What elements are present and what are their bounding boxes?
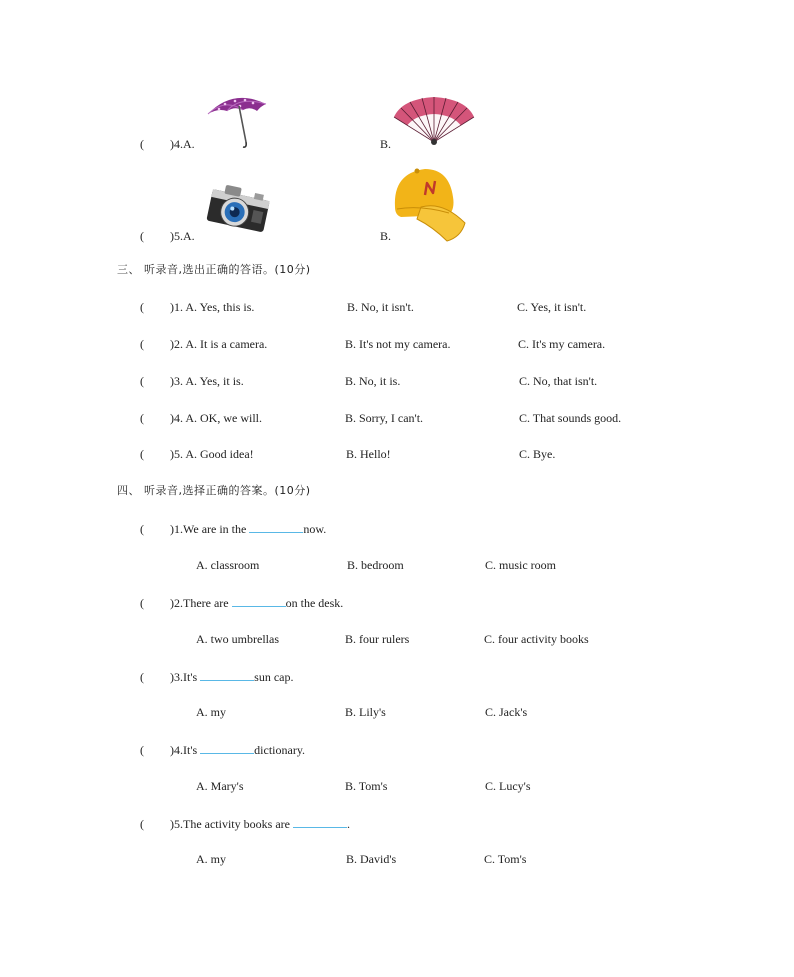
option-a: A. classroom <box>196 558 260 572</box>
option-b-label: B. <box>380 137 392 151</box>
option-a: A. two umbrellas <box>196 632 279 646</box>
option-b-label: B. <box>380 229 392 243</box>
answer-bracket[interactable]: ( ) <box>140 337 174 351</box>
answer-bracket[interactable]: ( ) <box>140 522 174 536</box>
question-stem-start: It's <box>183 743 201 757</box>
question-number: 3. <box>174 670 183 684</box>
answer-bracket[interactable]: ( ) <box>140 447 174 461</box>
answer-blank[interactable] <box>232 595 286 607</box>
option-c: C. Tom's <box>484 852 527 866</box>
question-number: 5. <box>174 817 183 831</box>
question-number: 4. <box>174 743 183 757</box>
question-stem-start: It's <box>183 670 201 684</box>
question-stem-start: We are in the <box>183 522 250 536</box>
answer-bracket[interactable]: ( ) <box>140 596 174 610</box>
option-c: C. Bye. <box>519 447 556 461</box>
question-stem-end: on the desk. <box>285 596 344 610</box>
option-b: B. bedroom <box>347 558 404 572</box>
option-b: B. It's not my camera. <box>345 337 451 351</box>
option-b: B. Lily's <box>345 705 386 719</box>
answer-bracket[interactable]: ( ) <box>140 743 174 757</box>
umbrella-icon[interactable] <box>205 92 269 150</box>
answer-bracket-close: ) <box>170 137 174 151</box>
option-a: A. Yes, this is. <box>185 300 255 314</box>
answer-blank[interactable] <box>293 816 347 828</box>
answer-bracket[interactable]: ( ) <box>140 670 174 684</box>
option-c: C. four activity books <box>484 632 589 646</box>
picture-question-5 <box>140 229 195 243</box>
option-c: C. Jack's <box>485 705 528 719</box>
question-stem-end: . <box>346 817 350 831</box>
option-c: C. It's my camera. <box>518 337 606 351</box>
question-number: 4. <box>174 137 183 151</box>
picture-question-4 <box>140 137 195 151</box>
question-number: 5. <box>174 447 183 461</box>
answer-bracket-close: ) <box>170 229 174 243</box>
answer-blank[interactable] <box>249 521 303 533</box>
answer-bracket[interactable]: ( ) <box>140 411 174 425</box>
option-a: A. Yes, it is. <box>185 374 244 388</box>
question-number: 1. <box>174 300 183 314</box>
option-a-label: A. <box>183 229 195 243</box>
question-stem-start: The activity books are <box>183 817 293 831</box>
camera-icon[interactable] <box>205 181 273 241</box>
question-number: 5. <box>174 229 183 243</box>
answer-bracket-open[interactable]: ( <box>140 229 144 243</box>
option-b: B. Sorry, I can't. <box>345 411 424 425</box>
option-c: C. No, that isn't. <box>519 374 598 388</box>
question-stem-end: sun cap. <box>254 670 294 684</box>
question-stem-start: There are <box>183 596 232 610</box>
option-b: B. David's <box>346 852 397 866</box>
option-b: B. Hello! <box>346 447 391 461</box>
option-a: A. my <box>196 705 226 719</box>
answer-bracket[interactable]: ( ) <box>140 817 174 831</box>
option-a: A. Mary's <box>196 779 244 793</box>
option-a: A. OK, we will. <box>185 411 263 425</box>
option-a: A. Good idea! <box>185 447 254 461</box>
answer-bracket[interactable]: ( ) <box>140 374 174 388</box>
option-b: B. Tom's <box>345 779 388 793</box>
answer-blank[interactable] <box>200 669 254 681</box>
question-number: 1. <box>174 522 183 536</box>
answer-blank[interactable] <box>200 742 254 754</box>
question-stem-end: now. <box>303 522 327 536</box>
answer-bracket-open[interactable]: ( <box>140 137 144 151</box>
section-3-heading: 三、 听录音,选出正确的答语。(10分) <box>117 263 311 276</box>
question-number: 2. <box>174 596 183 610</box>
option-a-label: A. <box>183 137 195 151</box>
option-b: B. No, it is. <box>345 374 401 388</box>
option-a: A. my <box>196 852 226 866</box>
option-c: C. music room <box>485 558 556 572</box>
option-c: C. Lucy's <box>485 779 531 793</box>
option-c: C. That sounds good. <box>519 411 622 425</box>
option-c: C. Yes, it isn't. <box>517 300 587 314</box>
folding-fan-icon[interactable] <box>392 97 476 147</box>
question-number: 3. <box>174 374 183 388</box>
answer-bracket[interactable]: ( ) <box>140 300 174 314</box>
option-a: A. It is a camera. <box>185 337 268 351</box>
section-4-heading: 四、 听录音,选择正确的答案。(10分) <box>117 484 311 497</box>
question-number: 2. <box>174 337 183 351</box>
option-b: B. four rulers <box>345 632 410 646</box>
question-number: 4. <box>174 411 183 425</box>
sun-cap-icon[interactable] <box>391 167 469 243</box>
question-stem-end: dictionary. <box>254 743 306 757</box>
option-b: B. No, it isn't. <box>347 300 414 314</box>
